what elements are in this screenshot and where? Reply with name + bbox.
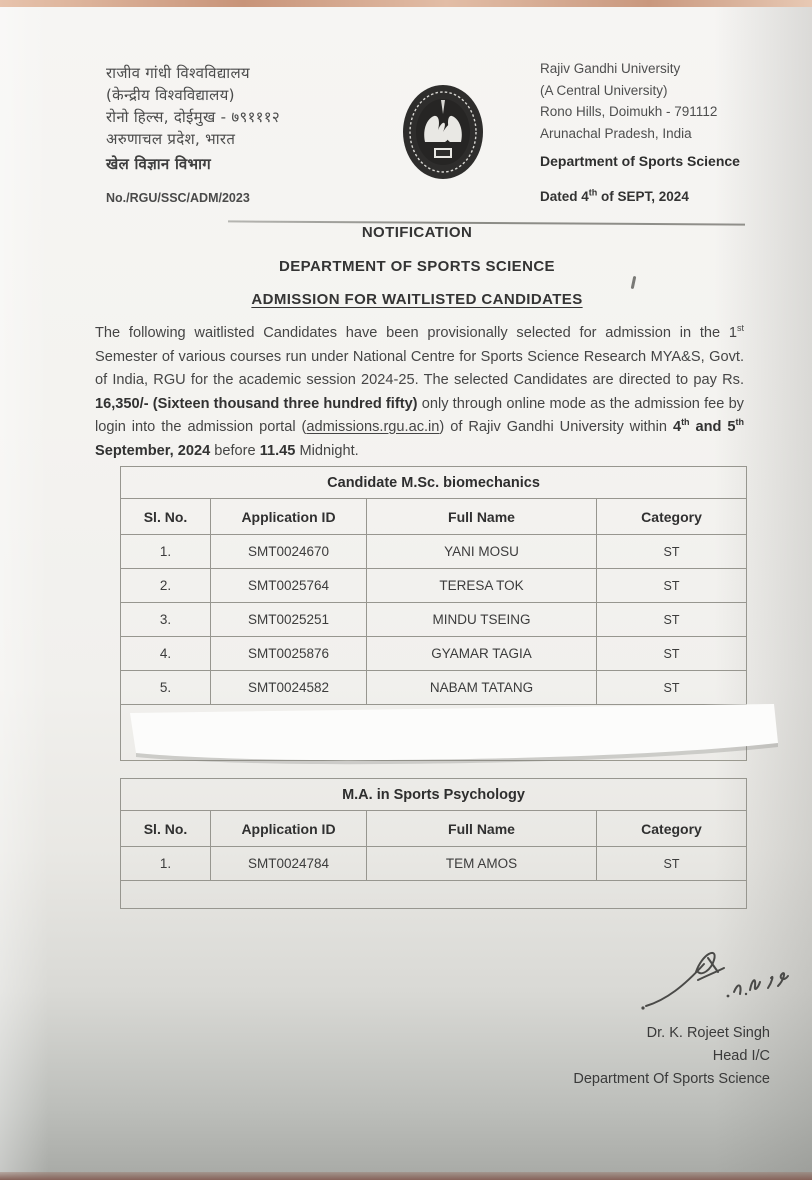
- paragraph-text: Midnight.: [295, 442, 359, 459]
- table-cell: 5.: [121, 671, 211, 705]
- col-header-full-name: Full Name: [367, 499, 597, 535]
- table-cell: ST: [597, 569, 747, 603]
- body-paragraph: [95, 322, 744, 463]
- table-header-row: [121, 499, 747, 535]
- col-header-application-id: Application ID: [211, 499, 367, 535]
- title-department: DEPARTMENT OF SPORTS SCIENCE: [279, 258, 555, 275]
- table-cell: ST: [597, 847, 747, 881]
- department-name-hindi: खेल विज्ञान विभाग: [106, 155, 212, 173]
- table-cell: SMT0025764: [211, 569, 367, 603]
- deadline-date: 4: [672, 419, 682, 435]
- deadline-time: 11.45: [259, 442, 296, 459]
- address-line-hindi: रोनो हिल्स, दोईमुख - ७९१११२: [106, 108, 280, 126]
- signature-scribble: [638, 942, 794, 1022]
- table-cell: SMT0024582: [211, 671, 367, 705]
- title-block: [60, 224, 774, 308]
- signatory-title: Head I/C: [712, 1048, 770, 1064]
- paragraph-text: before: [210, 442, 260, 459]
- state-line: Arunachal Pradesh, India: [540, 125, 692, 141]
- table-cell: TERESA TOK: [367, 569, 597, 603]
- table-cell: SMT0024670: [211, 535, 367, 569]
- sports-psychology-table: [120, 778, 747, 909]
- table-cell: YANI MOSU: [367, 535, 597, 569]
- table-header-row: [121, 811, 747, 847]
- table-cell: 2.: [121, 569, 211, 603]
- state-line-hindi: अरुणाचल प्रदेश, भारत: [106, 130, 236, 148]
- paragraph-text: ) of Rajiv Gandhi University within: [439, 419, 673, 435]
- table-cell: ST: [597, 603, 747, 637]
- table-cell: ST: [597, 535, 747, 569]
- col-header-category: Category: [597, 499, 747, 535]
- table-row: [121, 535, 747, 569]
- table-cell: 1.: [121, 535, 211, 569]
- title-notification: NOTIFICATION: [361, 224, 473, 241]
- university-name: Rajiv Gandhi University: [540, 61, 681, 76]
- paragraph-text: The following waitlisted Candidates have been provisionally selected for admission in the 1: [95, 325, 737, 341]
- university-seal-icon: [398, 80, 488, 184]
- date-line: [540, 189, 689, 204]
- admission-portal-link: admissions.rgu.ac.in: [306, 419, 440, 435]
- table-row: [121, 847, 747, 881]
- ordinal-sup: th: [735, 417, 744, 428]
- signatory-department: Department Of Sports Science: [573, 1071, 770, 1087]
- ordinal-sup: st: [736, 323, 744, 334]
- col-header-sl-no: Sl. No.: [121, 499, 211, 535]
- table-cell: 4.: [121, 637, 211, 671]
- table-cell: [121, 881, 747, 909]
- col-header-sl-no: Sl. No.: [121, 811, 211, 847]
- table-row: [121, 569, 747, 603]
- table-cell: MINDU TSEING: [367, 603, 597, 637]
- col-header-application-id: Application ID: [211, 811, 367, 847]
- table-row: [121, 637, 747, 671]
- letterhead-hindi: [106, 62, 280, 175]
- table-cell: SMT0025251: [211, 603, 367, 637]
- department-name: Department of Sports Science: [540, 153, 740, 169]
- table-title: M.A. in Sports Psychology: [121, 779, 747, 811]
- deadline-date: September, 2024: [95, 442, 211, 459]
- table-cell: SMT0025876: [211, 637, 367, 671]
- deadline-date: and 5: [689, 419, 736, 435]
- address-line: Rono Hills, Doimukh - 791112: [540, 104, 718, 119]
- table-cell: 3.: [121, 603, 211, 637]
- letterhead-english: [540, 58, 740, 173]
- central-university: (A Central University): [540, 82, 668, 98]
- table-cell: ST: [597, 637, 747, 671]
- table-cell: SMT0024784: [211, 847, 367, 881]
- date-prefix: Dated 4: [540, 189, 589, 204]
- date-suffix: of SEPT, 2024: [597, 189, 689, 204]
- col-header-full-name: Full Name: [367, 811, 597, 847]
- table-cell: GYAMAR TAGIA: [367, 637, 597, 671]
- table-cell: ST: [597, 671, 747, 705]
- fee-amount: 16,350/- (Sixteen thousand three hundred fifty): [95, 395, 418, 412]
- signatory-name: Dr. K. Rojeet Singh: [646, 1025, 770, 1041]
- paragraph-text: only through online mode as the admission fee by login into the admission portal (: [95, 395, 744, 435]
- table-row: [121, 671, 747, 705]
- university-name-hindi: राजीव गांधी विश्वविद्यालय: [106, 64, 250, 82]
- title-admission: ADMISSION FOR WAITLISTED CANDIDATES: [251, 291, 583, 308]
- reference-number: No./RGU/SSC/ADM/2023: [106, 191, 250, 205]
- photo-edge-bottom: [0, 1172, 812, 1180]
- col-header-category: Category: [597, 811, 747, 847]
- signature-block: [573, 1022, 770, 1091]
- table-row-covered: [121, 705, 747, 761]
- paragraph-text: Semester of various courses run under National Centre for Sports Science Research MYA&S, Govt. of India, RGU for the academic session 2024-25. The selected Candidates are directed to pay Rs.: [95, 348, 744, 388]
- table-row-empty: [121, 881, 747, 909]
- ordinal-sup: th: [681, 417, 690, 428]
- table-row: [121, 603, 747, 637]
- central-university-hindi: (केन्द्रीय विश्वविद्यालय): [106, 86, 235, 104]
- table-cell: 1.: [121, 847, 211, 881]
- table-cell: TEM AMOS: [367, 847, 597, 881]
- date-ordinal: th: [588, 187, 598, 198]
- biomechanics-table: [120, 466, 747, 761]
- table-cell: [121, 705, 747, 761]
- table-title: Candidate M.Sc. biomechanics: [121, 467, 747, 499]
- table-cell: NABAM TATANG: [367, 671, 597, 705]
